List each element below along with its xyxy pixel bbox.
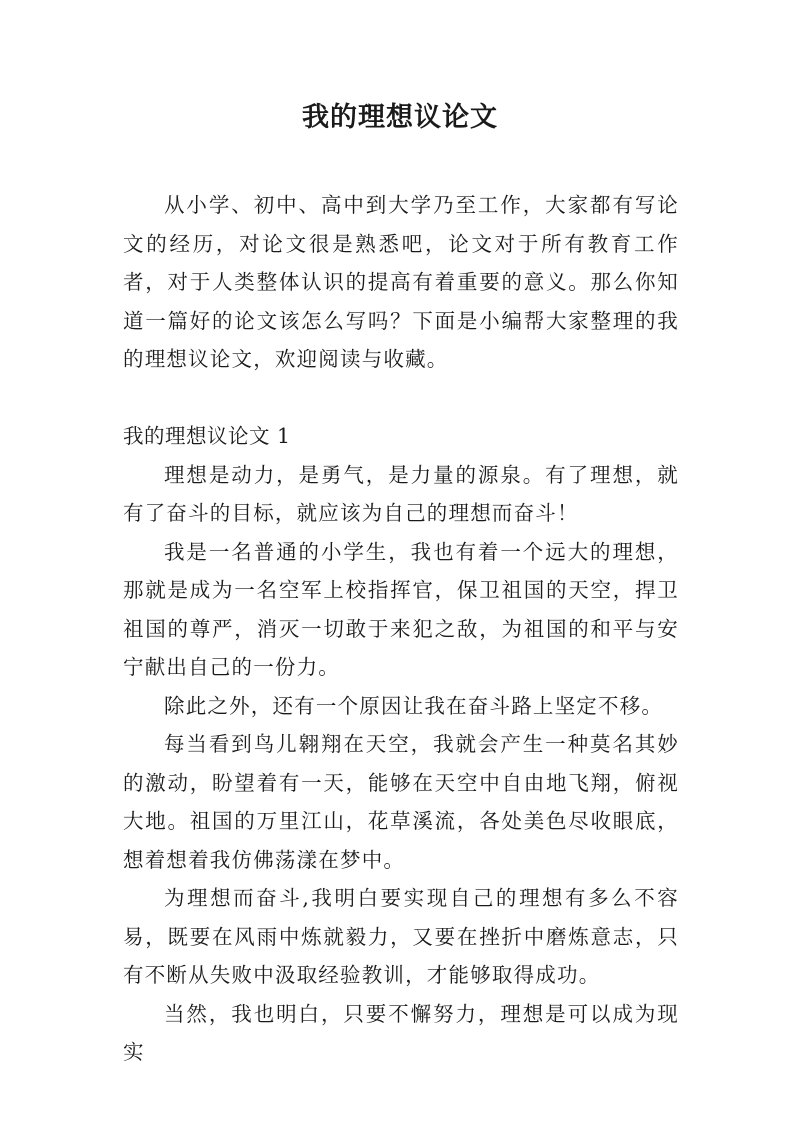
body-paragraph: 当然，我也明白，只要不懈努力，理想是可以成为现实: [123, 1001, 679, 1064]
body-paragraph: 我是一名普通的小学生，我也有着一个远大的理想，那就是成为一名空军上校指挥官，保卫祖国的天空，捍卫祖国的尊严，消灭一切敢于来犯之敌，为祖国的和平与安宁献出自己的一份力。: [123, 539, 679, 679]
intro-paragraph: 从小学、初中、高中到大学乃至工作，大家都有写论文的经历，对论文很是熟悉吧，论文对于所有教育工作者，对于人类整体认识的提高有着重要的意义。那么你知道一篇好的论文该怎么写吗？下面是小编帮大家整理的我的理想议论文，欢迎阅读与收藏。: [123, 193, 679, 371]
document-body: [123, 186, 679, 1072]
body-paragraph: 除此之外，还有一个原因让我在奋斗路上坚定不移。: [164, 693, 664, 718]
section-heading: 我的理想议论文 1: [123, 424, 291, 448]
document-title: 我的理想议论文: [302, 102, 498, 133]
body-paragraph: 为理想而奋斗,我明白要实现自己的理想有多么不容易，既要在风雨中炼就毅力，又要在挫折中磨炼意志，只有不断从失败中汲取经验教训，才能够取得成功。: [123, 886, 679, 987]
body-paragraph: 理想是动力，是勇气，是力量的源泉。有了理想，就有了奋斗的目标，就应该为自己的理想而奋斗！: [123, 462, 679, 525]
body-paragraph: 每当看到鸟儿翱翔在天空，我就会产生一种莫名其妙的激动，盼望着有一天，能够在天空中自由地飞翔，俯视大地。祖国的万里江山，花草溪流，各处美色尽收眼底，想着想着我仿佛荡漾在梦中。: [123, 732, 679, 872]
